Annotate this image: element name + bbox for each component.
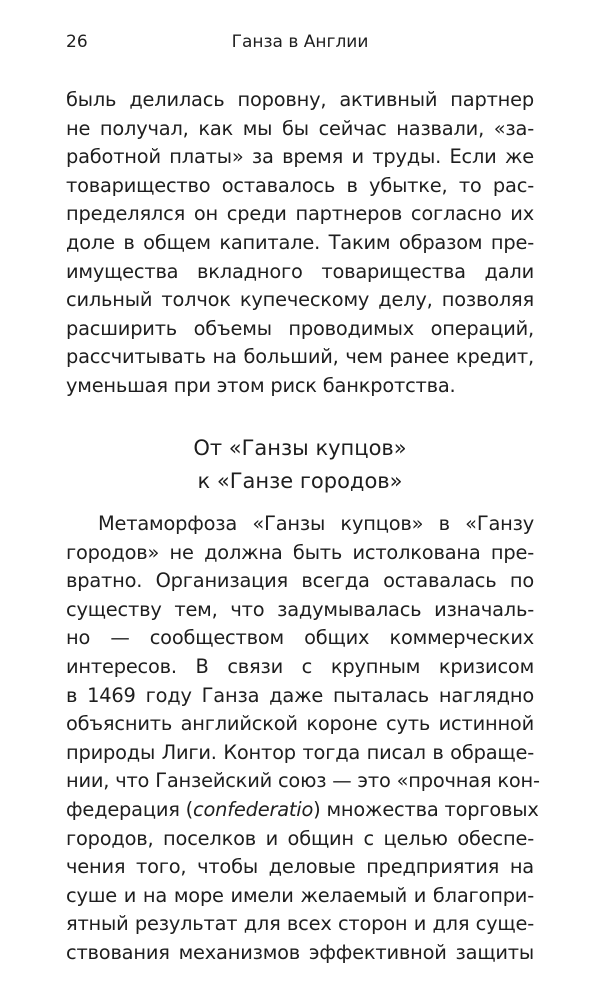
section-heading — [66, 432, 534, 498]
running-header — [66, 30, 534, 54]
text-line: интересов. В связи с крупным кризисом — [66, 654, 534, 678]
text-line: нии, что Ганзейский союз — это «прочная кон- — [66, 769, 540, 793]
running-title: Ганза в Англии — [231, 32, 369, 52]
text-line: товарищество оставалось в убытке, то рас- — [66, 173, 534, 197]
text-line: городов» не должна быть истолкована пре- — [66, 540, 534, 564]
paragraph-1 — [66, 86, 534, 401]
text-line: сильный толчок купеческому делу, позволяя — [66, 288, 534, 312]
text-line: объяснить английской короне суть истинной — [66, 712, 534, 736]
text-line: ствования механизмов эффективной защиты — [66, 940, 534, 964]
text-segment: федерация ( — [66, 797, 194, 821]
text-line: расширить объемы проводимых операций, — [66, 316, 534, 340]
text-line: рассчитывать на больший, чем ранее кредит, — [66, 345, 534, 369]
text-line: чения того, чтобы деловые предприятия на — [66, 855, 534, 879]
text-line: пределялся он среди партнеров согласно их — [66, 202, 534, 226]
text-segment: ) множества торговых — [313, 797, 539, 821]
text-line: существу тем, что задумывалась изначаль- — [66, 597, 534, 621]
text-line: имущества вкладного товарищества дали — [66, 259, 534, 283]
section-heading-line: От «Ганзы купцов» — [193, 436, 407, 460]
text-line — [66, 796, 539, 825]
text-line: ятный результат для всех сторон и для суще- — [66, 912, 534, 936]
text-line: суше и на море имели желаемый и благопри- — [66, 883, 534, 907]
text-line: быль делилась поровну, активный партнер — [66, 88, 534, 111]
text-line: доле в общем капитале. Таким образом пре- — [66, 230, 534, 254]
text-line: но — сообществом общих коммерческих — [66, 626, 534, 650]
text-line: уменьшая при этом риск банкротства. — [66, 373, 456, 397]
section-heading-line: к «Ганзе городов» — [197, 469, 403, 493]
text-line: природы Лиги. Контор тогда писал в обраще- — [66, 740, 534, 764]
text-line: работной платы» за время и труды. Если же — [66, 145, 534, 169]
text-line: городов, поселков и общин с целью обеспе- — [66, 826, 534, 850]
text-line: не получал, как мы бы сейчас назвали, «за- — [66, 116, 534, 140]
page-number: 26 — [66, 32, 88, 52]
text-line: в 1469 году Ганза даже пыталась наглядно — [66, 683, 534, 707]
text-line: Метаморфоза «Ганзы купцов» в «Ганзу — [98, 512, 534, 535]
text-line: вратно. Организация всегда оставалась по — [66, 569, 534, 593]
latin-term: confederatio — [193, 797, 314, 821]
paragraph-2 — [66, 510, 540, 968]
